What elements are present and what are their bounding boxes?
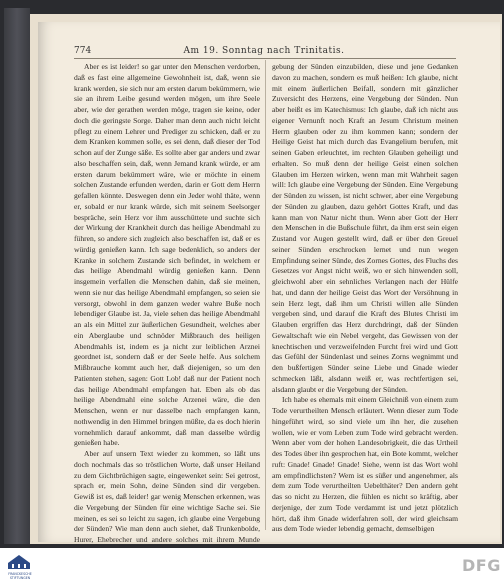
header-rule bbox=[74, 58, 456, 59]
footer-strip bbox=[0, 548, 504, 584]
library-logo-text: FRANCKESCHE STIFTUNGEN bbox=[8, 572, 32, 580]
page-number: 774 bbox=[74, 46, 92, 56]
library-logo-icon bbox=[6, 553, 32, 571]
paragraph: Aber es ist leider! so gar unter den Menschen verdorben, daß es fast eine allgemeine Gewohnheit ist, daß, wenn sie krank werden, sie sich nur am ersten darum bekümmern, wie sie an ihrem Leibe gesund werden mögen, um ihre Seele aber, wie der gerathen werden möge, tragen sie keine, oder doch die geringste Sorge. Daher man denn auch nicht leicht pflegt zu einem Lehrer und Prediger zu schicken, daß er zu dem Kranken kommen solle, es sei denn, daß dieser der Tod schon auf der Zunge säße. Es sollte aber gar anders und zwar also beschaffen sein, daß, wenn Jemand krank würde, er am ersten darum bekümmert wäre, wie er möchte in einem solchen Zustande erfunden werden, darin er Gott dem Herrn gefallen könnte. Deswegen denn ein Jeder wohl thäte, wenn er, sobald er nur krank würde, sich mit seinem Seelsorger bespräche, sein Herz vor ihm ausschüttete und suchte sich der Wirkung der Krankheit durch das heilige Abendmahl zu führen, so andere sich zugleich also beschaffen ist, daß er es würdig genießen kann. Ich sage bedenklich, so anders der Kranke in solchem Zustande sich befindet, in welchem er das heilige Abendmahl würdig genießen kann. Denn insgemein verfallen die Menschen dahin, daß sie meinen, wenn sie nur das heilige Abendmahl empfangen, so seien sie versorgt, obwohl in dem ganzen weder wahre Buße noch lebendiger Glaube ist. Ja, viele sehen das heilige Abendmahl an als ein Mittel zur äußerlichen Gesundheit, welches aber ein Aberglaube und schnöder Mißbrauch des heiligen Abendmahls ist, indem es ja nicht zur leiblichen Arznei geordnet ist, sondern daß er der Seele helfe. Aus solchem Mißbrauche kommt auch her, daß diejenigen, so um den Patienten stehen, sagen: Gott Lob! daß nur der Patient noch das heilige Abendmahl empfangen hat. Eben als ob das heilige Abendmahl eine solche Arzenei wäre, die den Menschen, wenn er nur dasselbe nach empfangen kann, nothwendig in den Himmel bringen müßte, da es doch hierin vornehmlich darauf ankommt, daß man dasselbe würdig genießen habe. bbox=[74, 62, 260, 448]
page-title: Am 19. Sonntag nach Trinitatis. bbox=[183, 46, 345, 56]
column-divider bbox=[265, 60, 266, 530]
funder-logo: DFG bbox=[462, 556, 501, 575]
paragraph: Aber auf unsern Text wieder zu kommen, so läßt uns doch nochmals das so tröstlichen Worte, daß unser Heiland zu dem Gichtbrüchigen sagte, eingewenket sein: Sei getrost, sprach er, mein Sohn, deine Sünden sind dir vergeben. Gewiß ist es, daß leider! gar wenig Menschen erkennen, was die Vergebung der Sünden für eine wichtige Sache sei. Sie meinen, es sei so leicht zu sagen, ich glaube eine Vergebung der Sünden? Wie man denn auch siehet, daß Trunkenbolde, Hurer, Ehebrecher und andere solches mit ihrem Munde bbox=[74, 449, 260, 544]
left-text-column bbox=[74, 62, 260, 557]
right-text-column bbox=[272, 62, 458, 535]
paragraph: Ich habe es ehemals mit einem Gleichniß von einem zum Tode verurtheilten Mensch erläutert. Wenn dieser zum Tode hingeführt wird, so sind viele um ihn her, die zusehen wollen, wie er vom Leben zum Tode wird gebracht werden. Wenn aber vom der hohen Landesobrigkeit, die das Urtheil des Todes über ihn gesprochen hat, ein Bote kommt, welcher ruft: Gnade! Gnade! Gnade! Siehe, wenn ist das Wort wohl am empfindlichsten? Wem ist es süßer und angenehmer, als dem zum Tode verurtheilten Uebelthäter? Den andern geht das so nicht zu Herzen, die fühlen es nicht so kräftig, aber derjenige, der zum Tode verdammt ist und jetzt plötzlich hört, daß ihm Gnade widerfahren soll, der wird gleichsam aus dem Tode wieder lebendig gemacht, demselbigen bbox=[272, 395, 458, 534]
book-spine-edge bbox=[4, 8, 30, 544]
paragraph: gebung der Sünden einzubilden, diese und jene Gedanken davon zu machen, sondern es muß heißen: Ich glaube, nicht mit einem äußerlichen Beifall, sondern mit gänzlicher Zuversicht des Herzens, eine Vergebung der Sünden. Nun aber heißt es im Katechismus: Ich glaube, daß ich nicht aus eigener Vernunft noch Kraft an Jesum Christum meinen Herrn glauben oder zu ihm kommen kann; sondern der Heilige Geist hat mich durch das Evangelium berufen, mit seinen Gaben erleuchtet, im rechten Glauben geheiligt und erhalten. So muß denn der heilige Geist einen solchen Glauben im Herzen wirken, wenn man mit Wahrheit sagen will: Ich glaube eine Vergebung der Sünden. Eine Vergebung der Sünden zu wissen, ist nicht schwer, aber eine Vergebung der Sünden zu glauben, dazu gehört Gottes Kraft, und das kann man von Natur nicht thun. Wenn aber Gott der Herr den Menschen in die Bußschule führt, da ihm erst sein eigen Zustand vor Augen gestellt wird, daß er über den Greuel seiner Sünden erschrocken lernet und nun wegen Empfindung seiner Sünde, des Zornes Gottes, des Fluchs des Gesetzes vor Angst nicht weiß, wo er sich hinwenden soll, gleichwohl aber ein sehnliches Verlangen nach der Hülfe hat, und dann der heilige Geist das Wort der Versöhnung in sein Herz legt, daß ihm um Christi willen alle Sünden vergeben sind, und darauf die Kraft des Blutes Christi im Glauben ergriffen das Herz durchdringt, daß der Sünden Gewaltschaft wie ein Nebel vergeht, das Gewissen von der knechtischen und verzweifelnden Furcht frei wird und Gott das Gefühl der Sündenlast und seines Zorns wegnimmt und den bußfertigen Sünder seine Liebe und Gnade wieder schmecken läßt, alsdann weiß er, was rechtfertigen sei, alsdann glaubt er die Vergebung der Sünden. bbox=[272, 62, 458, 394]
